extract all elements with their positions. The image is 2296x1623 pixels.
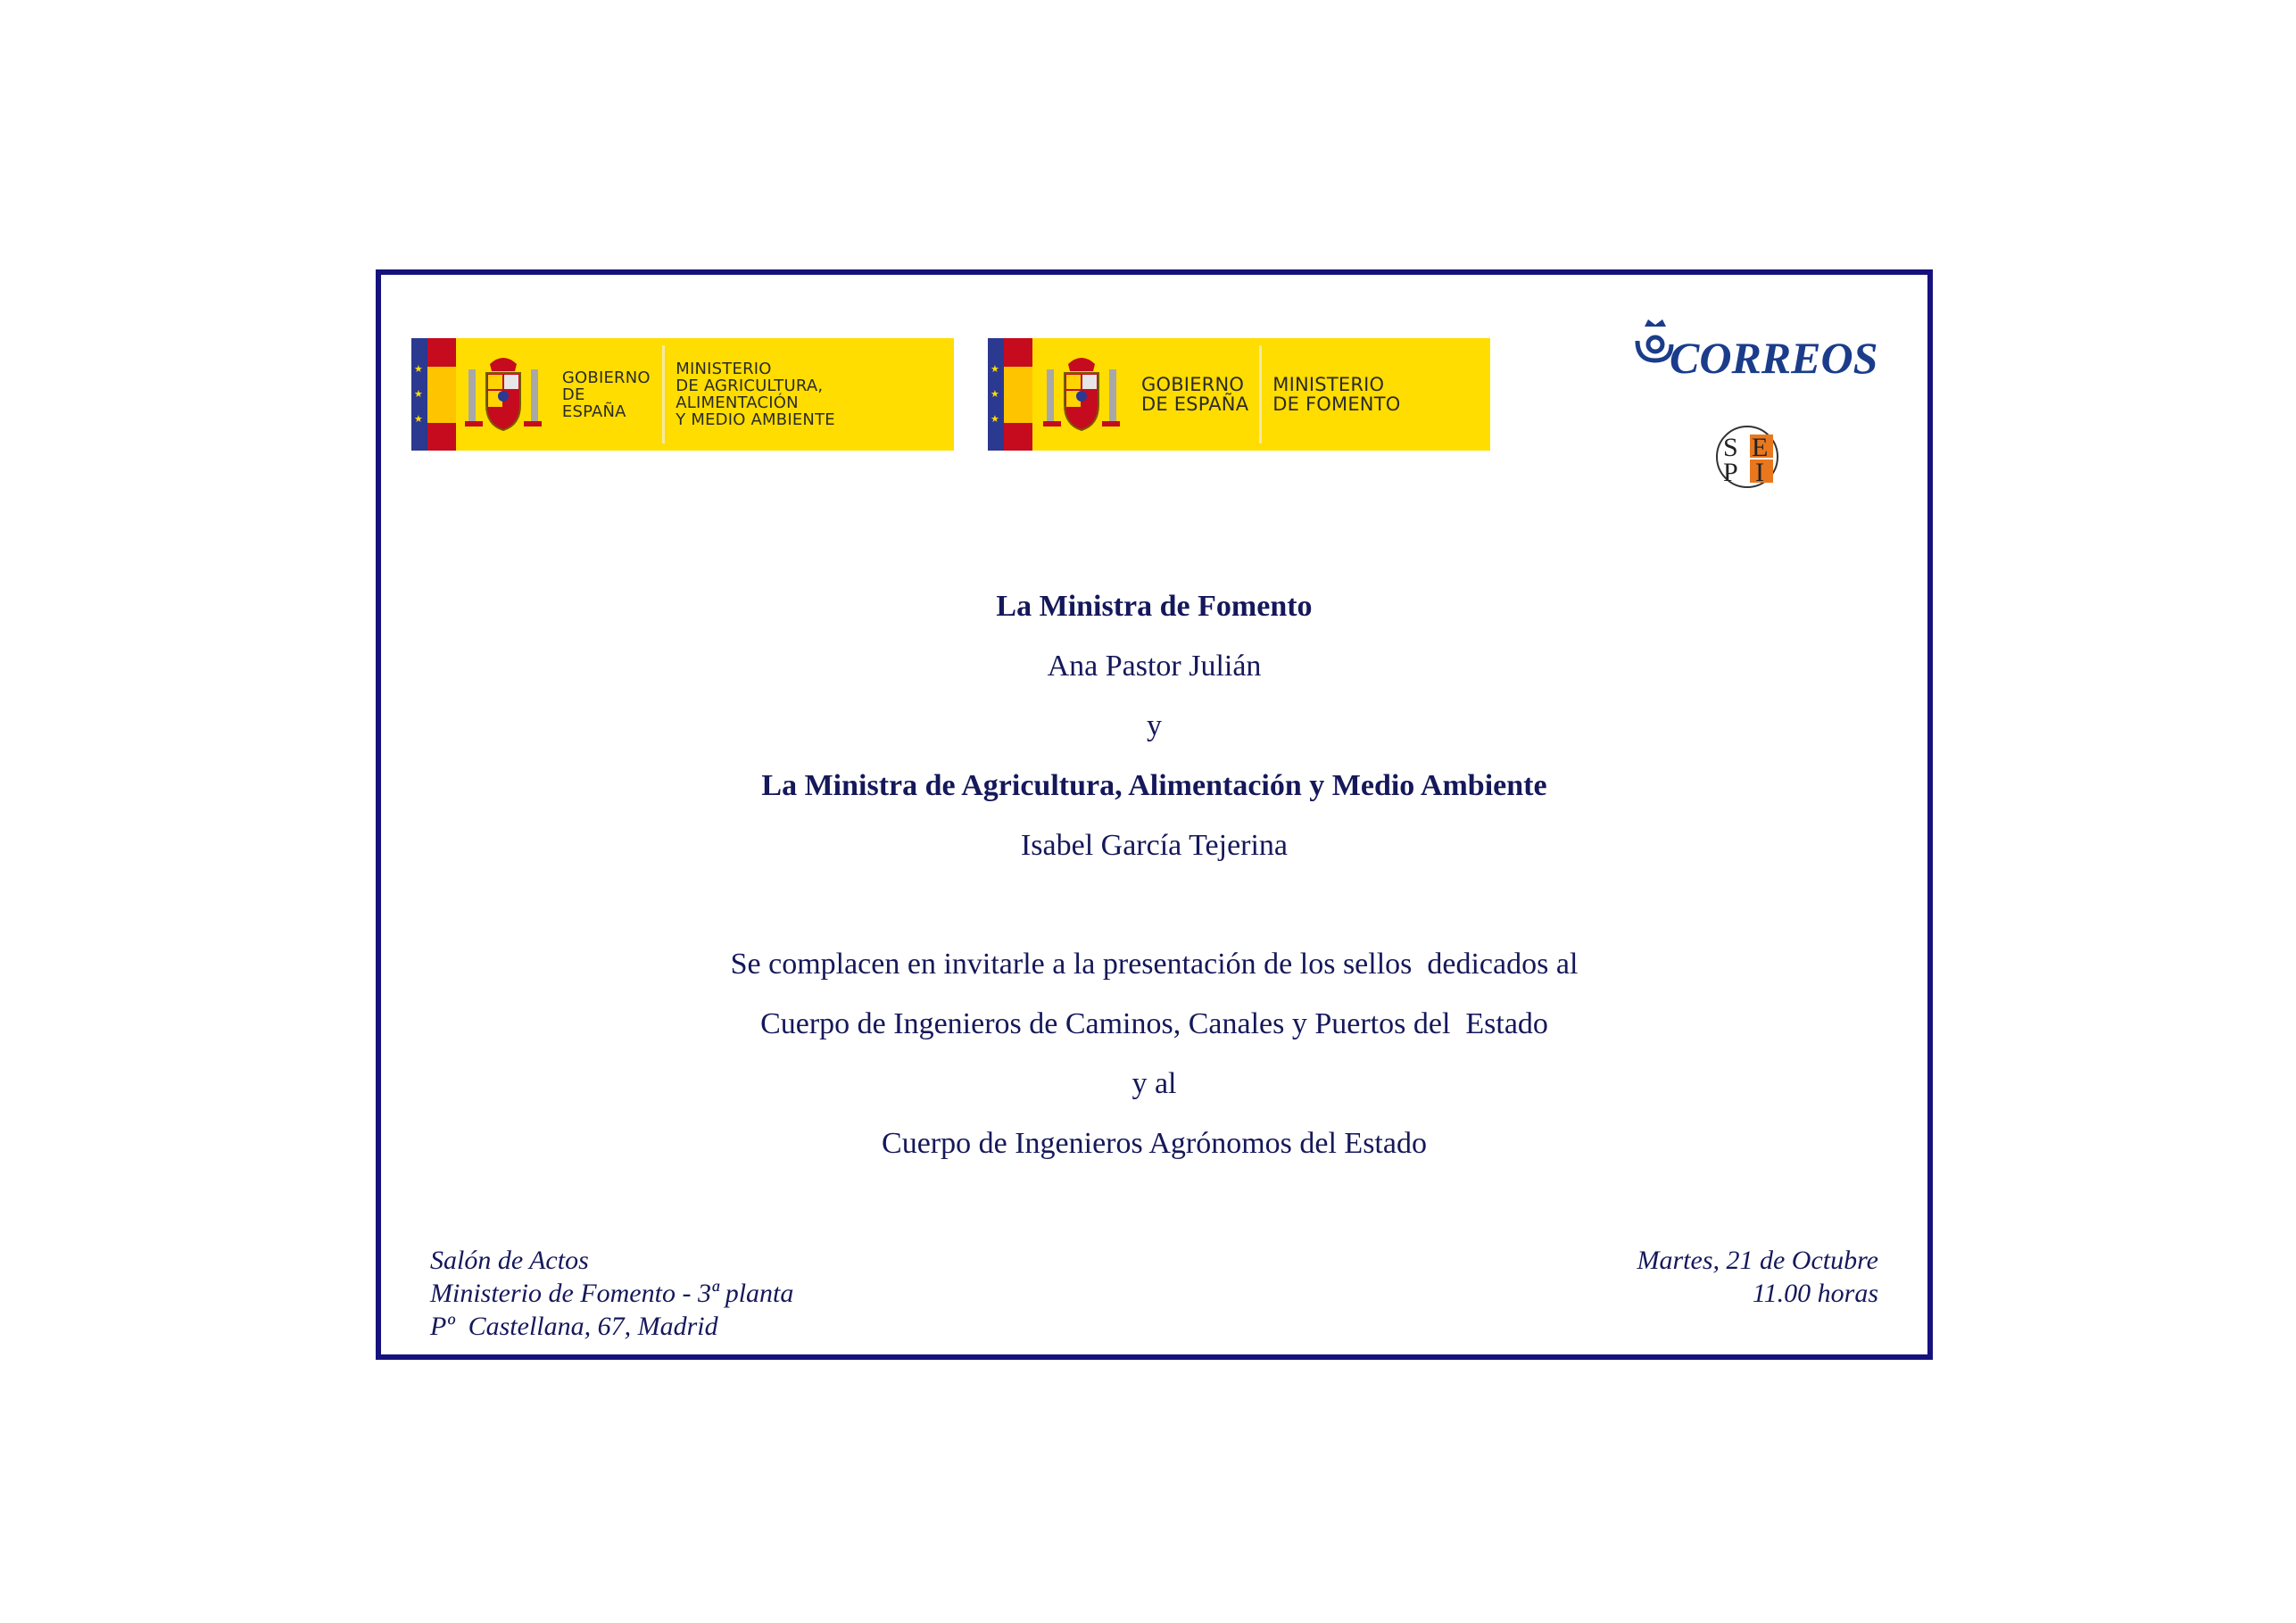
venue-block (430, 1244, 793, 1343)
date-line: Martes, 21 de Octubre (1637, 1246, 1878, 1275)
sepi-letter-e: E (1752, 433, 1769, 462)
host2-name: Isabel García Tejerina (1020, 829, 1289, 862)
invitation-line-1: Se complacen en invitarle a la presentación de los sellos dedicados al (730, 948, 1579, 981)
coat-of-arms-icon (1032, 338, 1131, 451)
venue-line: Salón de Actos (430, 1246, 589, 1275)
invitation-line-2: Cuerpo de Ingenieros de Caminos, Canales y Puertos del Estado (760, 1007, 1548, 1040)
gobierno-agricultura-logo (411, 338, 954, 451)
spain-eu-flag-icon: ★ ★ ★ (988, 338, 1032, 451)
datetime-block (1637, 1244, 1879, 1310)
invitation-line-4: Cuerpo de Ingenieros Agrónomos del Estado (882, 1127, 1427, 1160)
sepi-letter-p: P (1723, 458, 1738, 487)
invitation-line-3: y al (1131, 1067, 1177, 1100)
gobierno-label: GOBIERNO DE ESPAÑA (561, 368, 651, 421)
conjunction: y (1147, 709, 1162, 742)
venue-line: Ministerio de Fomento - 3ª planta (430, 1279, 794, 1308)
venue-line: Pº Castellana, 67, Madrid (430, 1312, 718, 1341)
coat-of-arms-icon (456, 338, 551, 451)
correos-wordmark: CORREOS (1670, 333, 1878, 383)
time-line: 11.00 horas (1752, 1279, 1878, 1308)
ministry-label: MINISTERIO DE FOMENTO (1272, 374, 1401, 415)
sepi-letter-i: I (1755, 458, 1764, 487)
host1-name: Ana Pastor Julián (1047, 650, 1262, 683)
sepi-logo (1711, 420, 1784, 493)
host1-title: La Ministra de Fomento (996, 590, 1313, 623)
invitation-card (376, 269, 1933, 1360)
correos-logo (1629, 314, 1878, 385)
sepi-letter-s: S (1723, 433, 1738, 462)
ministry-label: MINISTERIO DE AGRICULTURA, ALIMENTACIÓN Y MEDIO AMBIENTE (676, 360, 835, 429)
gobierno-label: GOBIERNO DE ESPAÑA (1141, 374, 1249, 415)
host2-title: La Ministra de Agricultura, Alimentación y Medio Ambiente (761, 769, 1547, 802)
gobierno-fomento-logo (988, 338, 1490, 451)
spain-eu-flag-icon: ★ ★ ★ (411, 338, 456, 451)
